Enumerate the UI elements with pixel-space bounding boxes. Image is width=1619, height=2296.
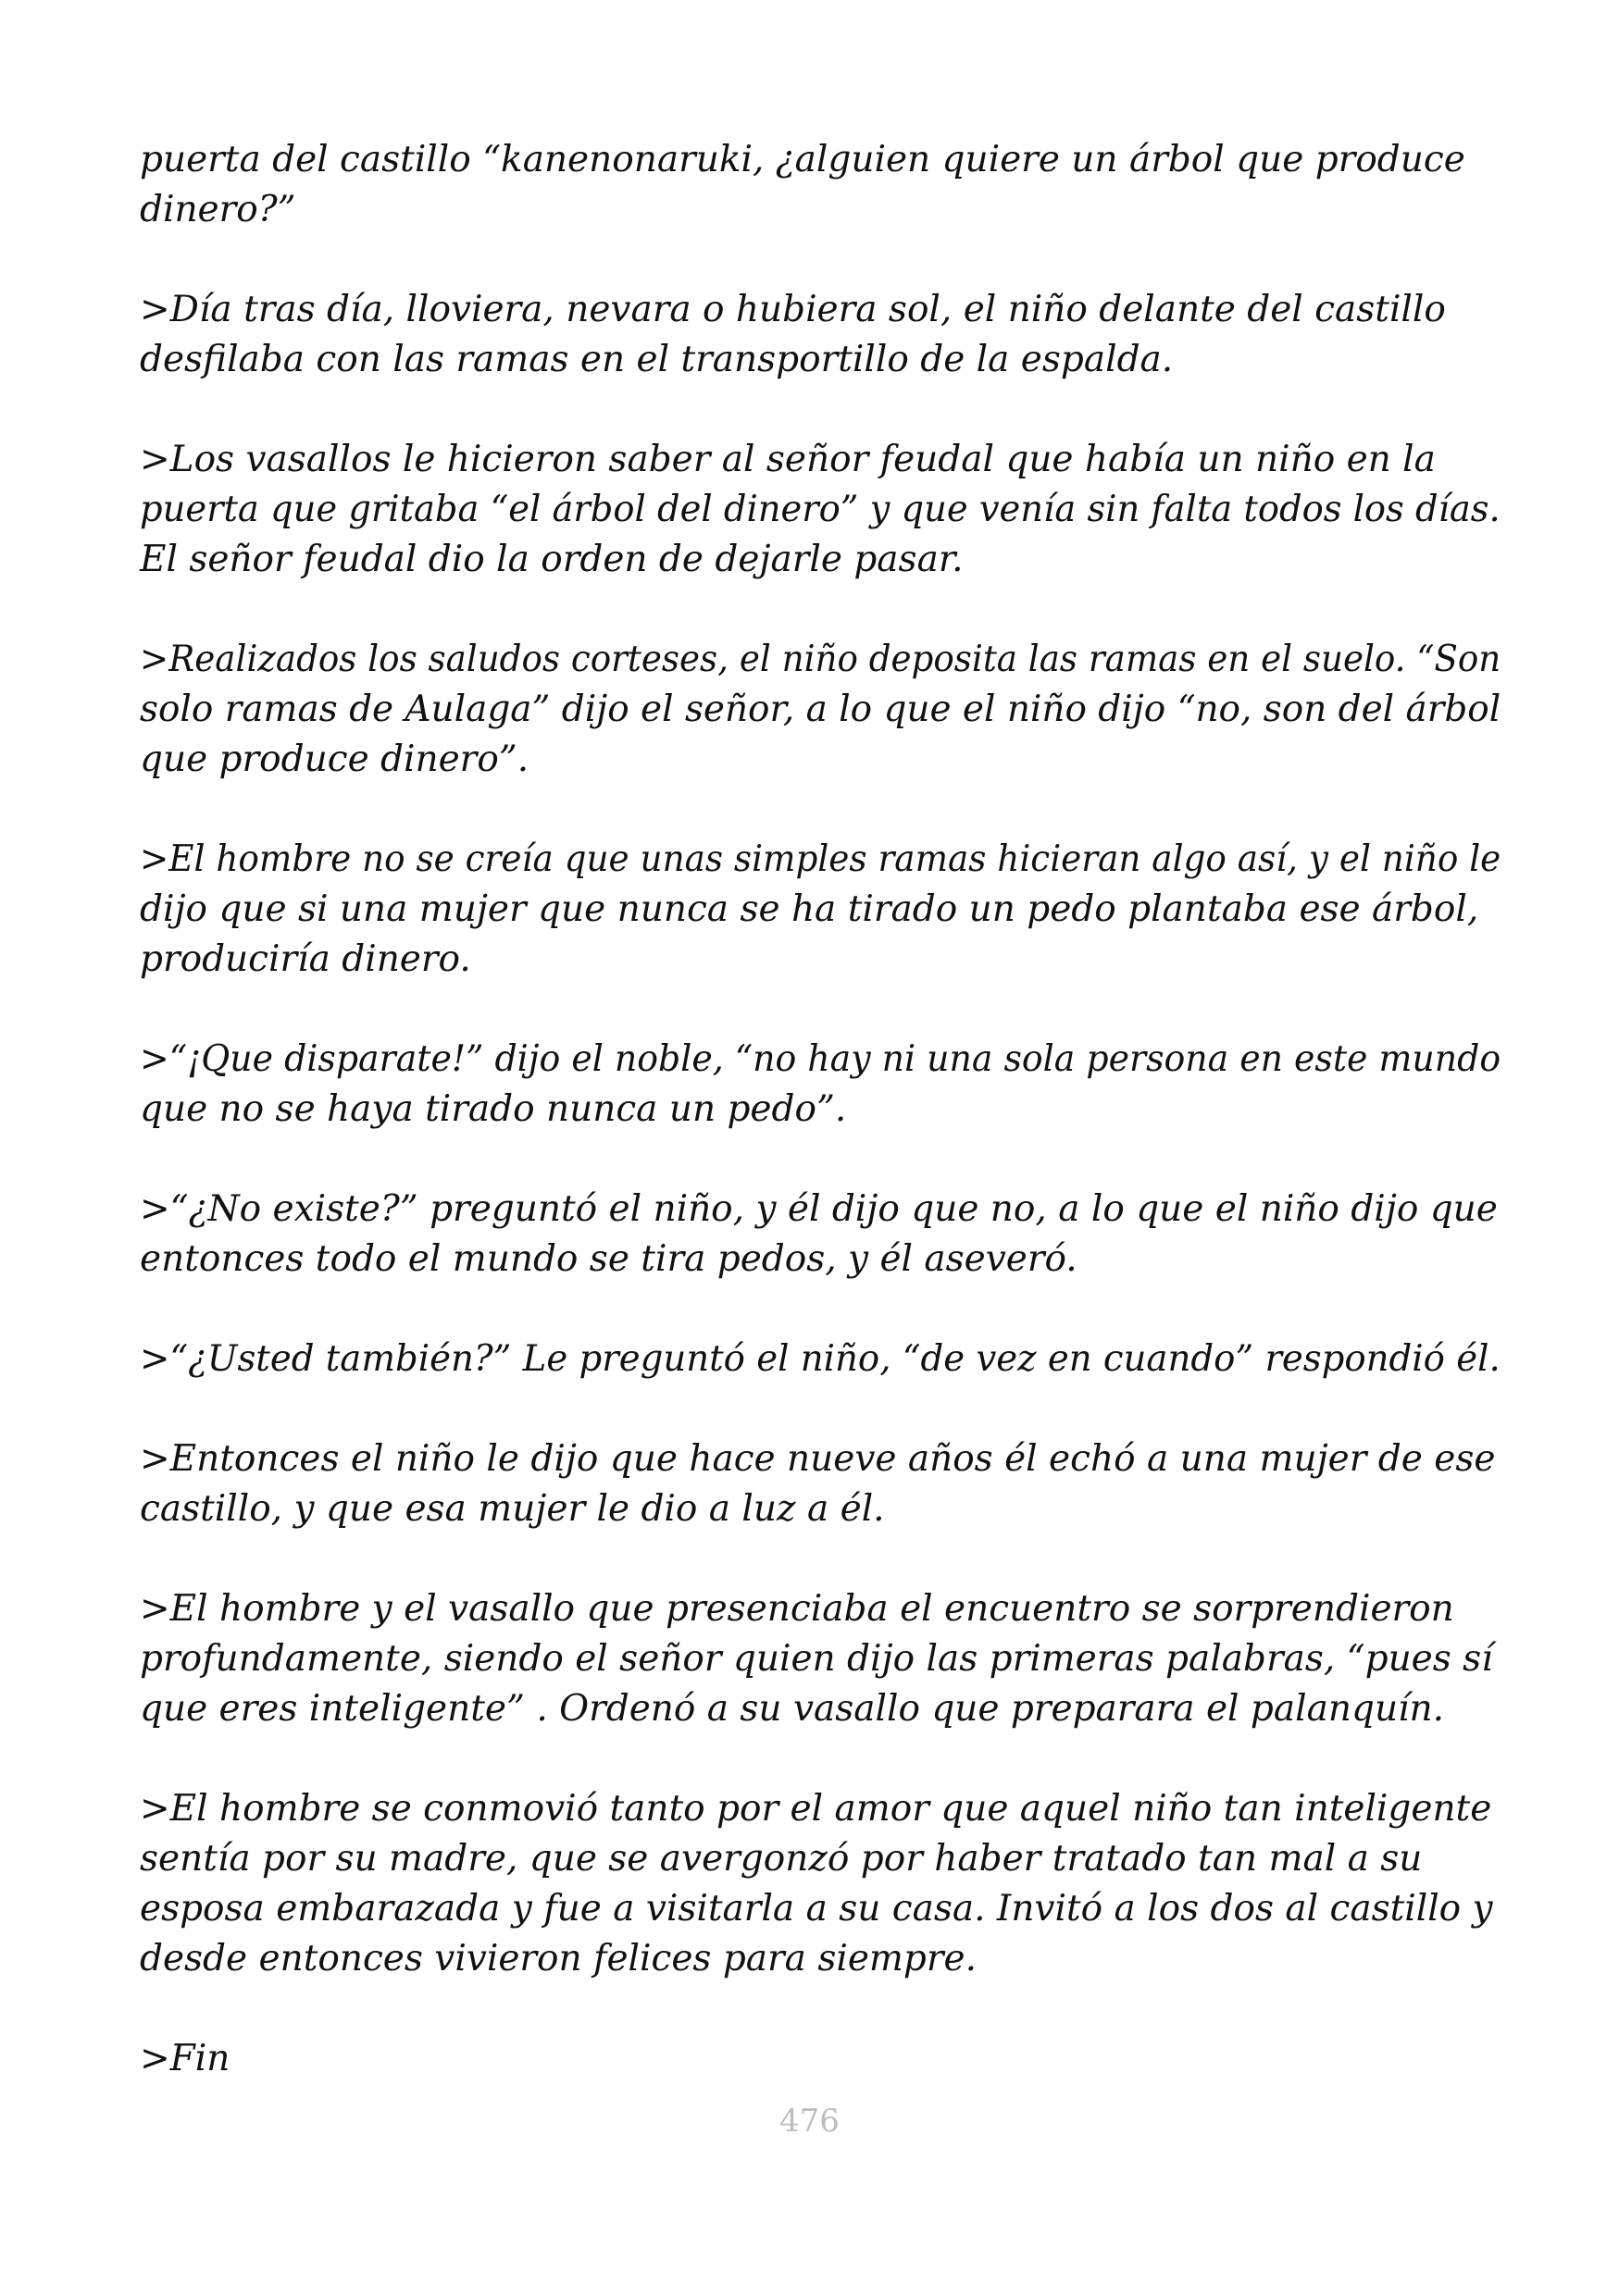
paragraph: [140, 635, 1501, 785]
paragraph: [140, 285, 1501, 385]
text-line: >Entonces el niño le dijo que hace nueve años él echó a una mujer de ese: [140, 1438, 1496, 1480]
text-line: solo ramas de Aulaga” dijo el señor, a lo que el niño dijo “no, son del árbol: [140, 689, 1501, 730]
paragraph: [140, 1584, 1501, 1734]
paragraph: [140, 1035, 1501, 1135]
text-line: castillo, y que esa mujer le dio a luz a él.: [140, 1488, 885, 1530]
text-line: >“¿No existe?” preguntó el niño, y él dijo que no, a lo que el niño dijo que: [140, 1188, 1498, 1230]
text-line: sentía por su madre, que se avergonzó por haber tratado tan mal a su: [140, 1838, 1423, 1880]
page-number: 476: [779, 2103, 840, 2140]
text-line: >Día tras día, lloviera, nevara o hubiera sol, el niño delante del castillo: [140, 289, 1446, 330]
text-line: puerta que gritaba “el árbol del dinero” y que venía sin falta todos los días.: [140, 489, 1501, 530]
text-line: puerta del castillo “kanenonaruki, ¿alguien quiere un árbol que produce: [140, 139, 1465, 180]
text-line: que no se haya tirado nunca un pedo”.: [140, 1088, 847, 1130]
paragraph: [140, 135, 1501, 235]
text-line: produciría dinero.: [140, 938, 471, 980]
text-line: dijo que si una mujer que nunca se ha tirado un pedo plantaba ese árbol,: [140, 888, 1479, 930]
text-line: que eres inteligente” . Ordenó a su vasallo que preparara el palanquín.: [140, 1688, 1445, 1730]
text-line: desfilaba con las ramas en el transportillo de la espalda.: [140, 339, 1174, 380]
text-line: profundamente, siendo el señor quien dijo las primeras palabras, “pues sí: [140, 1638, 1493, 1680]
text-line: El señor feudal dio la orden de dejarle pasar.: [140, 539, 964, 580]
paragraph: [140, 1784, 1501, 1984]
text-line: entonces todo el mundo se tira pedos, y él aseveró.: [140, 1238, 1077, 1280]
text-line: >El hombre no se creía que unas simples ramas hicieran algo así, y el niño le: [140, 838, 1501, 880]
paragraph: [140, 835, 1501, 985]
text-line: >“¡Que disparate!” dijo el noble, “no hay ni una sola persona en este mundo: [140, 1038, 1501, 1080]
text-line: >Los vasallos le hicieron saber al señor feudal que había un niño en la: [140, 439, 1436, 480]
paragraph: [140, 1334, 1501, 1384]
text-line: >El hombre se conmovió tanto por el amor que aquel niño tan inteligente: [140, 1788, 1492, 1830]
text-line: >“¿Usted también?” Le preguntó el niño, “de vez en cuando” respondió él.: [140, 1338, 1501, 1380]
paragraph: [140, 435, 1501, 585]
text-line: que produce dinero”.: [140, 738, 529, 780]
story-text: [140, 135, 1501, 2134]
text-line: dinero?”: [140, 189, 296, 230]
text-line: >El hombre y el vasallo que presenciaba el encuentro se sorprendieron: [140, 1588, 1454, 1630]
paragraph: [140, 2034, 1501, 2084]
paragraph: [140, 1434, 1501, 1534]
paragraph: [140, 1185, 1501, 1285]
text-line: >Realizados los saludos corteses, el niño deposita las ramas en el suelo. “Son: [140, 639, 1501, 680]
text-line: >Fin: [140, 2038, 230, 2079]
text-line: esposa embarazada y fue a visitarla a su casa. Invitó a los dos al castillo y: [140, 1888, 1493, 1930]
text-line: desde entonces vivieron felices para siempre.: [140, 1938, 977, 1980]
